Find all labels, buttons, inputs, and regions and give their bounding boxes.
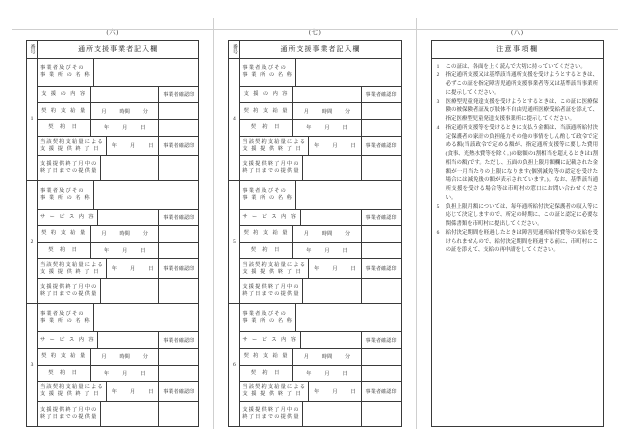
label-support-end-date: 当該契約支給量による 支 援 提 供 終 了 日 xyxy=(242,138,307,152)
field-contract-date[interactable]: 年 月 日 xyxy=(90,366,158,382)
seal-cell-empty xyxy=(158,279,198,303)
field-contract-amount[interactable]: 月 時間 分 xyxy=(90,103,158,119)
row-contract-amount xyxy=(38,225,198,242)
label-business-name: 事業者及びその 事 業 所 の 名 称 xyxy=(40,65,91,79)
index-column-six xyxy=(27,41,38,427)
seal-confirmation-end-date: 事業者確認印 xyxy=(361,137,401,155)
row-support-content xyxy=(240,86,400,103)
row-provision-amount xyxy=(240,401,400,426)
seal-cell-empty xyxy=(361,349,401,365)
field-contract-date[interactable]: 年 月 日 xyxy=(292,120,360,136)
label-contract-date: 契 約 日 xyxy=(48,369,80,376)
field-service-content[interactable] xyxy=(300,332,361,348)
note-item xyxy=(437,203,598,229)
provider-entry-table-six xyxy=(26,40,199,428)
field-service-content[interactable] xyxy=(97,332,158,348)
seal-cell-empty xyxy=(361,103,401,119)
entry-group-4 xyxy=(240,59,400,181)
label-contract-amount: 契 約 支 給 量 xyxy=(41,353,87,360)
field-provision-amount[interactable] xyxy=(302,402,361,426)
label-contract-amount: 契 約 支 給 量 xyxy=(243,107,290,114)
label-provision-amount: 支援提供終了月中の 終了日までの提供量 xyxy=(242,283,300,297)
label-business-name: 事業者及びその 事 業 所 の 名 称 xyxy=(242,65,294,79)
panel-label-six: (六) xyxy=(106,29,119,36)
row-support-end-date xyxy=(240,258,400,277)
label-support-content: 支 援 の 内 容 xyxy=(243,90,290,97)
row-service-content xyxy=(38,331,198,348)
seal-confirmation-content: 事業者確認印 xyxy=(361,332,401,348)
label-provision-amount: 支援提供終了月中の 終了日までの提供量 xyxy=(40,161,98,175)
seal-cell-empty xyxy=(361,226,401,242)
entry-group-2 xyxy=(38,180,198,303)
row-business-name xyxy=(240,181,400,208)
seal-confirmation-end-date: 事業者確認印 xyxy=(158,137,198,155)
row-provision-amount xyxy=(38,278,198,303)
field-provision-amount[interactable] xyxy=(100,402,159,426)
panel-eight xyxy=(417,30,618,427)
note-item xyxy=(437,98,598,124)
seal-confirmation-end-date: 事業者確認印 xyxy=(361,259,401,277)
note-text: この証は、各面を上く読んで大切に持っていてください。 xyxy=(445,63,586,70)
row-support-end-date xyxy=(38,258,198,277)
group-index-6: 6 xyxy=(229,303,239,426)
label-support-end-date: 当該契約支給量による 支 援 提 供 終 了 日 xyxy=(242,384,307,398)
label-contract-amount: 契 約 支 給 量 xyxy=(243,353,290,360)
row-business-name xyxy=(38,304,198,331)
note-text: 指定通所支援等を受けるときに支払う金額は、当該通所給付決定保護者の家計の負担能力その他の事情をしん酌して政令で定める額(当該政令で定める額が、指定通所支援等に要した費用(食事、光熱水費等を除く。)の総額の1割相当を超えるときは1割相当の額)です。ただし、五面の負担上限月額欄に記載された金額が一月当たりの上限になります(個別減免等の認定を受けた場合には減免後の額が表示されています。)。なお、基準該当通所支援を受ける場合等は市町村の窓口にお問い合わせください。 xyxy=(445,124,598,201)
entry-group-1 xyxy=(38,59,198,181)
label-support-end-date: 当該契約支給量による 支 援 提 供 終 了 日 xyxy=(242,261,307,275)
seal-cell-empty xyxy=(158,366,198,382)
notes-title: 注意事項欄 xyxy=(432,41,603,59)
label-service-content: サ ー ビ ス 内 容 xyxy=(242,213,298,220)
field-service-content[interactable] xyxy=(300,210,361,226)
label-support-end-date: 当該契約支給量による 支 援 提 供 終 了 日 xyxy=(40,384,104,398)
seal-cell-empty xyxy=(158,402,198,426)
field-provision-amount[interactable] xyxy=(100,156,159,180)
panel-label-eight: (八) xyxy=(511,29,524,36)
field-provision-amount[interactable] xyxy=(302,156,361,180)
seal-cell-empty xyxy=(158,156,198,180)
label-support-end-date: 当該契約支給量による 支 援 提 供 終 了 日 xyxy=(40,138,104,152)
field-support-content[interactable] xyxy=(90,87,158,103)
field-service-content[interactable] xyxy=(97,210,158,226)
label-business-name: 事業者及びその 事 業 所 の 名 称 xyxy=(242,310,294,324)
table-main-column-seven xyxy=(240,41,400,427)
field-contract-amount[interactable]: 月 時間 分 xyxy=(90,349,158,365)
group-index-4: 4 xyxy=(232,116,236,123)
seal-confirmation-content: 事業者確認印 xyxy=(361,210,401,226)
seal-cell-empty xyxy=(361,366,401,382)
row-support-end-date xyxy=(240,136,400,155)
row-contract-date xyxy=(240,119,400,136)
seal-cell-empty xyxy=(158,103,198,119)
seal-confirmation-content: 事業者確認印 xyxy=(158,87,198,103)
label-contract-amount: 契 約 支 給 量 xyxy=(41,230,87,237)
notes-body xyxy=(432,59,603,427)
seal-cell-empty xyxy=(361,156,401,180)
row-support-end-date xyxy=(240,381,400,400)
row-business-name xyxy=(38,59,198,86)
row-contract-amount xyxy=(240,348,400,365)
row-support-end-date xyxy=(38,381,198,400)
note-text: 給付決定期間を経過したときは障害児通所給付費等の支給を受けられませんので、給付決定期間を経過する前に、市町村にこの証を添えて、支給の再申請をしてください。 xyxy=(445,229,598,254)
field-business-name[interactable] xyxy=(93,304,199,331)
field-business-name[interactable] xyxy=(93,181,199,208)
row-business-name xyxy=(240,304,400,331)
field-support-end-date[interactable]: 年 月 日 xyxy=(308,137,360,155)
provider-entry-table-seven xyxy=(228,40,401,428)
row-contract-date xyxy=(240,365,400,382)
row-contract-amount xyxy=(38,348,198,365)
seal-confirmation-end-date: 事業者確認印 xyxy=(158,382,198,400)
row-provision-amount xyxy=(240,155,400,180)
row-business-name xyxy=(38,181,198,208)
group-index-2: 2 xyxy=(27,180,37,303)
note-text: 負担上限月額については、毎年通所給付決定保護者の収入等に応じて決定しますので、所定の時期に、この証と認定に必要な関係書類を市町村に提出してください。 xyxy=(445,203,598,227)
note-number: 2 xyxy=(436,72,440,79)
entry-group-5 xyxy=(240,180,400,303)
field-provision-amount[interactable] xyxy=(302,279,361,303)
row-service-content xyxy=(240,209,400,226)
row-support-end-date xyxy=(38,136,198,155)
note-number: 6 xyxy=(436,229,440,236)
label-contract-date: 契 約 日 xyxy=(250,369,282,376)
label-service-content: サ ー ビ ス 内 容 xyxy=(40,213,96,220)
note-number: 3 xyxy=(436,98,440,105)
row-service-content xyxy=(38,209,198,226)
note-number: 5 xyxy=(436,203,440,210)
label-service-content: サ ー ビ ス 内 容 xyxy=(40,336,96,343)
index-column-seven xyxy=(229,41,240,427)
label-business-name: 事業者及びその 事 業 所 の 名 称 xyxy=(40,310,91,324)
seal-cell-empty xyxy=(158,120,198,136)
field-support-content[interactable] xyxy=(292,87,360,103)
row-support-content xyxy=(38,86,198,103)
entry-groups-six xyxy=(38,59,198,427)
group-index-5: 5 xyxy=(229,180,239,303)
row-contract-date xyxy=(38,365,198,382)
row-provision-amount xyxy=(38,401,198,426)
field-contract-amount[interactable]: 月 時間 分 xyxy=(292,103,360,119)
note-number: 1 xyxy=(436,63,440,70)
field-contract-date[interactable]: 年 月 日 xyxy=(90,120,158,136)
seal-cell-empty xyxy=(361,402,401,426)
row-contract-date xyxy=(38,242,198,259)
row-service-content xyxy=(240,331,400,348)
row-contract-amount xyxy=(240,225,400,242)
seal-confirmation-end-date: 事業者確認印 xyxy=(361,382,401,400)
seal-cell-empty xyxy=(158,349,198,365)
entry-groups-seven xyxy=(240,59,400,427)
label-provision-amount: 支援提供終了月中の 終了日までの提供量 xyxy=(242,161,300,175)
note-text: 医療型児童発達支援を受けようとするときは、この証に医療保険の被保険者証及び肢体不自由児通所医療受給者証を添えて、指定医療型児童発達支援事業所に提示してください。 xyxy=(445,98,598,122)
panel-label-seven: (七) xyxy=(308,29,322,36)
field-support-end-date[interactable]: 年 月 日 xyxy=(308,382,360,400)
entry-group-6 xyxy=(240,303,400,426)
seal-cell-empty xyxy=(158,226,198,242)
seal-cell-empty xyxy=(361,243,401,259)
row-provision-amount xyxy=(38,155,198,180)
index-column-body-six xyxy=(27,59,37,427)
label-contract-amount: 契 約 支 給 量 xyxy=(243,230,290,237)
label-business-name: 事業者及びその 事 業 所 の 名 称 xyxy=(242,187,294,201)
note-item xyxy=(437,71,598,97)
seal-cell-empty xyxy=(361,120,401,136)
field-contract-date[interactable]: 年 月 日 xyxy=(292,243,360,259)
note-item xyxy=(437,63,598,72)
label-provision-amount: 支援提供終了月中の 終了日までの提供量 xyxy=(40,283,98,297)
label-provision-amount: 支援提供終了月中の 終了日までの提供量 xyxy=(242,406,300,420)
field-business-name[interactable] xyxy=(295,304,401,331)
index-column-header-six: 番号 xyxy=(27,41,37,59)
seal-confirmation-content: 事業者確認印 xyxy=(158,332,198,348)
label-provision-amount: 支援提供終了月中の 終了日までの提供量 xyxy=(40,406,98,420)
label-contract-date: 契 約 日 xyxy=(250,124,282,131)
panel-six xyxy=(12,30,213,427)
row-contract-amount xyxy=(38,102,198,119)
table-title-six: 通所支援事業者記入欄 xyxy=(38,41,198,59)
row-provision-amount xyxy=(240,278,400,303)
group-index-1: 1 xyxy=(30,116,34,123)
note-number: 4 xyxy=(436,124,440,131)
row-business-name xyxy=(240,59,400,86)
group-index-3: 3 xyxy=(27,303,37,426)
seal-confirmation-end-date: 事業者確認印 xyxy=(158,259,198,277)
label-contract-date: 契 約 日 xyxy=(48,247,80,254)
field-provision-amount[interactable] xyxy=(100,279,159,303)
label-service-content: サ ー ビ ス 内 容 xyxy=(242,336,298,343)
label-contract-amount: 契 約 支 給 量 xyxy=(41,107,87,114)
field-support-end-date[interactable]: 年 月 日 xyxy=(106,382,158,400)
label-business-name: 事業者及びその 事 業 所 の 名 称 xyxy=(40,187,91,201)
entry-group-3 xyxy=(38,303,198,426)
field-contract-amount[interactable]: 月 時間 分 xyxy=(292,226,360,242)
row-contract-date xyxy=(38,119,198,136)
seal-confirmation-content: 事業者確認印 xyxy=(361,87,401,103)
field-contract-amount[interactable]: 月 時間 分 xyxy=(292,349,360,365)
label-contract-date: 契 約 日 xyxy=(48,124,80,131)
note-text: 指定通所支援又は基準該当通所支援を受けようとするときは、必ずこの証を指定障害児通所支援事業者等又は基準該当事業所に提示してください。 xyxy=(445,72,598,96)
note-item xyxy=(437,229,598,255)
field-support-end-date[interactable]: 年 月 日 xyxy=(308,259,360,277)
seal-cell-empty xyxy=(158,243,198,259)
note-item xyxy=(437,124,598,203)
notes-table xyxy=(431,40,604,428)
label-support-end-date: 当該契約支給量による 支 援 提 供 終 了 日 xyxy=(40,261,104,275)
table-main-column-six xyxy=(38,41,198,427)
field-business-name[interactable] xyxy=(93,59,199,86)
field-support-end-date[interactable]: 年 月 日 xyxy=(106,259,158,277)
field-support-end-date[interactable]: 年 月 日 xyxy=(106,137,158,155)
row-contract-date xyxy=(240,242,400,259)
seal-cell-empty xyxy=(361,279,401,303)
field-business-name[interactable] xyxy=(295,59,401,86)
table-title-seven: 通所支援事業者記入欄 xyxy=(240,41,400,59)
panel-seven xyxy=(214,30,415,427)
field-contract-date[interactable]: 年 月 日 xyxy=(292,366,360,382)
label-contract-date: 契 約 日 xyxy=(250,247,282,254)
index-column-header-seven: 番号 xyxy=(229,41,239,59)
field-contract-date[interactable]: 年 月 日 xyxy=(90,243,158,259)
index-column-body-seven xyxy=(229,59,239,427)
field-contract-amount[interactable]: 月 時間 分 xyxy=(90,226,158,242)
label-support-content: 支 援 の 内 容 xyxy=(41,90,87,97)
seal-confirmation-content: 事業者確認印 xyxy=(158,210,198,226)
field-business-name[interactable] xyxy=(295,181,401,208)
row-contract-amount xyxy=(240,102,400,119)
